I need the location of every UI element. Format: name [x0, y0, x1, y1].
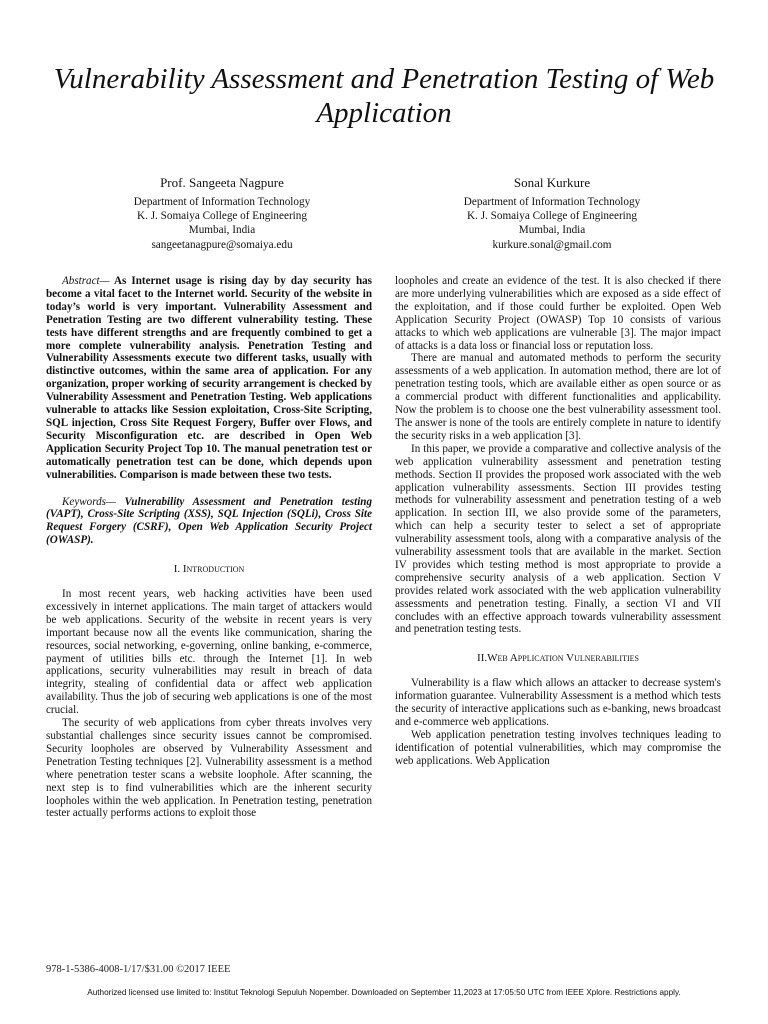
author-department: Department of Information Technology	[133, 196, 311, 208]
paper-title: Vulnerability Assessment and Penetration Testing of Web Application	[53, 63, 715, 129]
section-heading-introduction: I. Introduction	[173, 563, 245, 576]
footer-license-notice: Authorized licensed use limited to: Institut Teknologi Sepuluh Nopember. Downloaded on September 11,2023 at 17:05:50 UTC from IEEE Xplore. Restrictions apply.	[87, 988, 681, 997]
author-location: Mumbai, India	[518, 224, 586, 237]
section-heading-web-app-vulnerabilities: II.Web Application Vulnerabilities	[477, 652, 639, 665]
author-block-1	[97, 175, 347, 252]
author-name: Prof. Sangeeta Nagpure	[160, 175, 284, 190]
author-email: sangeetanagpure@somaiya.edu	[151, 238, 293, 251]
keywords-lead: Keywords—	[62, 495, 116, 508]
author-location: Mumbai, India	[188, 224, 256, 237]
abstract-lead: Abstract—	[62, 275, 110, 287]
author-college: K. J. Somaiya College of Engineering	[467, 210, 637, 223]
paragraph: loopholes and create an evidence of the test. It is also checked if there are more underlying vulnerabilities which are exposed as a side effect of the exploitation, and if those could further be exploited. Open Web Application Security Project (OWASP) Top 10 consists of various attacks to which web applications are vulnerable [3]. The major impact of attacks is a data loss or financial loss or reputation loss.	[395, 275, 721, 352]
author-email: kurkure.sonal@gmail.com	[492, 238, 612, 251]
author-department: Department of Information Technology	[463, 196, 641, 208]
abstract	[46, 275, 372, 482]
paragraph: There are manual and automated methods to perform the security assessments of a web application. In automation method, there are lot of penetration testing tools, which are available either as open source or as a commercial product with different functionalities and applicability. Now the problem is to choose one the best vulnerability assessment tool. The answer is none of the tools are entirely complete in nature to identify the security risks in a web application [3].	[395, 352, 721, 442]
author-block-2	[427, 175, 677, 252]
author-college: K. J. Somaiya College of Engineering	[137, 210, 307, 223]
paragraph: The security of web applications from cyber threats involves very substantial challenges since security issues cannot be compromised. Security loopholes are observed by Vulnerability Assessment and Penetration Testing techniques [2]. Vulnerability assessment is a method where penetration tester scans a website loophole. After scanning, the next step is to find vulnerabilities which are the inherent security loopholes within the web application. In Penetration testing, penetration tester actually performs actions to exploit those	[46, 717, 372, 820]
paragraph: In this paper, we provide a comparative and collective analysis of the web application vulnerability assessment and penetration testing methods. Section II provides the proposed work associated with the web application vulnerability assessments. Section III provides testing methods for vulnerability assessment and penetration testing of a web application. In section III, we also provide some of the parameters, which can help a security tester to select a set of appropriate vulnerability assessment tools, along with a comparative analysis of the vulnerability assessment tools that are available in the market. Section IV provides which testing method is most appropriate to provide a comprehensive security analysis of a web application. Section V provides related work associated with the web application vulnerability assessments and penetration testing. Finally, a section VI and VII concludes with an effective approach towards vulnerability assessment and penetration testing tests.	[395, 442, 721, 636]
paragraph: Vulnerability is a flaw which allows an attacker to decrease system's information guarantee. Vulnerability Assessment is a method which tests the security of interactive applications such as e-banking, news broadcast and e-commerce web applications.	[395, 677, 721, 728]
abstract-text: As Internet usage is rising day by day security has become a vital facet to the Internet world. Security of the website in today’s world is very important. Vulnerability Assessment and Penetration Testing are two different vulnerability testing. These tests have different strengths and are frequently combined to get a more complete vulnerability analysis. Penetration Testing and Vulnerability Assessments execute two different tasks, usually with distinctive outcomes, within the same area of application. For any organization, proper working of security arrangement is checked by Vulnerability Assessment and Penetration Testing. Web applications vulnerable to attacks like Session exploitation, Cross-Site Scripting, SQL injection, Cross Site Request Forgery, Buffer over Flows, and Security Misconfiguration etc. are described in Open Web Application Security Project Top 10. The manual penetration test or automatically penetration test can be done, which depends upon vulnerabilities. Comparison is made between these two tests.	[46, 275, 372, 481]
paragraph: Web application penetration testing involves techniques leading to identification of potential vulnerabilities, which may compromise the web applications. Web Application	[395, 728, 721, 767]
author-name: Sonal Kurkure	[513, 175, 591, 190]
keywords-text: Vulnerability Assessment and Penetration testing (VAPT), Cross-Site Scripting (XSS), SQL Injection (SQLi), Cross Site Request Forgery (CSRF), Open Web Application Security Project (OWASP).	[46, 495, 372, 547]
right-column	[395, 275, 721, 768]
keywords	[46, 496, 372, 548]
footer-isbn: 978-1-5386-4008-1/17/$31.00 ©2017 IEEE	[46, 964, 231, 975]
paragraph: In most recent years, web hacking activities have been used excessively in internet applications. The main target of attackers would be web applications. Security of the website in recent years is very important because now all the events like communication, sharing the resources, social networking, e-governing, online banking, e-commerce, payment of utilities bills etc. through the Internet [1]. In web applications, security vulnerabilities may result in breach of data integrity, stealing of confidential data or affect web application availability. Thus the job of securing web applications is one of the most crucial.	[46, 588, 372, 717]
left-column	[46, 275, 372, 820]
